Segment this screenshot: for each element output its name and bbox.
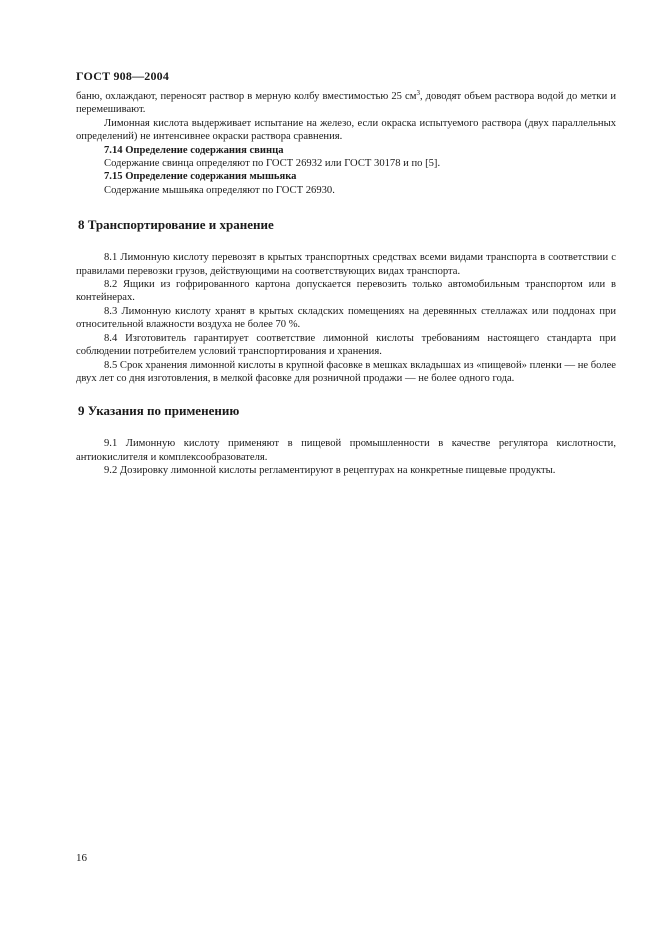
continued-paragraph (76, 90, 616, 117)
page-number: 16 (76, 852, 87, 864)
paragraph-7-15: Содержание мышьяка определяют по ГОСТ 26930. (104, 184, 335, 196)
page-content (76, 90, 616, 478)
iron-test-paragraph: Лимонная кислота выдерживает испытание на железо, если окраска испытуемого раствора (двух параллельных определений) не интенсивнее окраски раствора сравнения. (76, 117, 616, 143)
paragraph-8-4: 8.4 Изготовитель гарантирует соответствие лимонной кислоты требованиям настоящего стандарта при соблюдении потребителем условий транспортирования и хранения. (76, 332, 616, 358)
paragraph-8-5: 8.5 Срок хранения лимонной кислоты в крупной фасовке в мешках вкладышах из «пищевой» пленки — не более двух лет со дня изготовления, в мелкой фасовке для розничной продажи — не более одного года. (76, 359, 616, 384)
continued-text-part1: баню, охлаждают, переносят раствор в мерную колбу вместимостью 25 см (76, 91, 417, 102)
document-header: ГОСТ 908—2004 (76, 69, 170, 83)
paragraph-8-1: 8.1 Лимонную кислоту перевозят в крытых транспортных средствах всеми видами транспорта в соответствии с правилами перевозки грузов, действующими на соответствующих видах транспорта. (76, 252, 616, 277)
subsection-heading-7-15: 7.15 Определение содержания мышьяка (104, 171, 297, 183)
superscript-cube: 3 (416, 89, 420, 97)
continued-text-part2: , доводят объем раствора водой до метки и перемешивают. (76, 91, 616, 116)
paragraph-9-1: 9.1 Лимонную кислоту применяют в пищевой промышленности в качестве регулятора кислотности, антиокислителя и комплексообразователя. (76, 438, 616, 463)
section-heading-9: 9 Указания по применению (78, 403, 240, 419)
section-heading-8: 8 Транспортирование и хранение (78, 217, 274, 233)
paragraph-7-14: Содержание свинца определяют по ГОСТ 26932 или ГОСТ 30178 и по [5]. (104, 158, 441, 170)
paragraph-9-2: 9.2 Дозировку лимонной кислоты регламентируют в рецептурах на конкретные пищевые продукты. (104, 465, 556, 477)
paragraph-8-3: 8.3 Лимонную кислоту хранят в крытых складских помещениях на деревянных стеллажах или поддонах при относительной влажности воздуха не более 70 %. (76, 305, 616, 331)
subsection-heading-7-14: 7.14 Определение содержания свинца (104, 144, 284, 156)
paragraph-8-2: 8.2 Ящики из гофрированного картона допускается перевозить только автомобильным транспортом или в контейнерах. (76, 279, 616, 304)
